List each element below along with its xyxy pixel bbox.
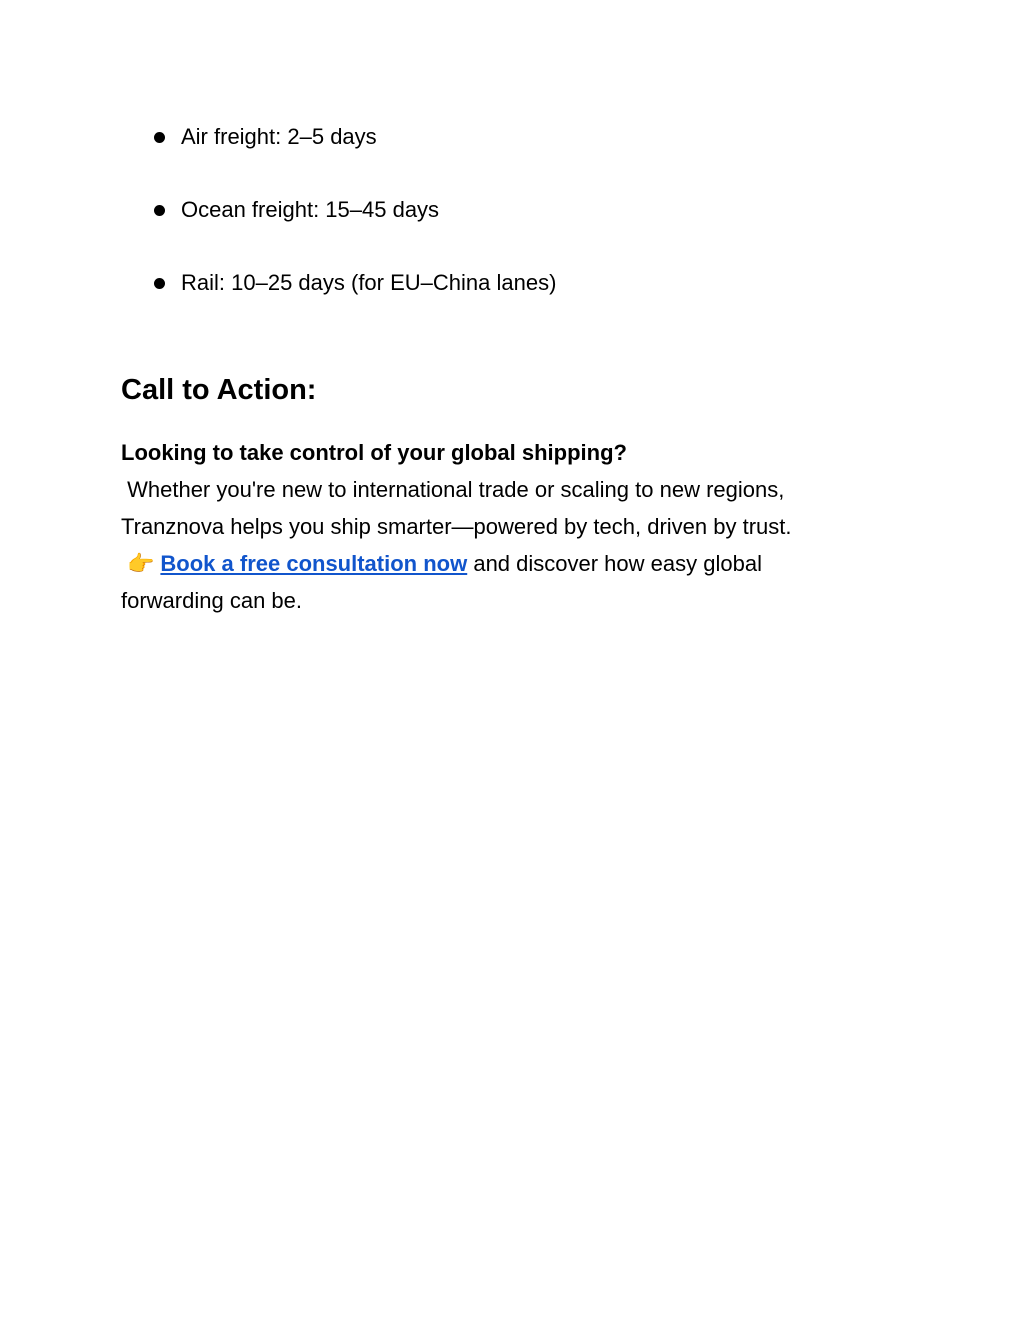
cta-question: Looking to take control of your global shipping? <box>121 440 627 465</box>
bullet-icon <box>154 278 165 289</box>
cta-line-2: Tranznova helps you ship smarter—powered by tech, driven by trust. <box>121 514 792 539</box>
bullet-icon <box>154 132 165 143</box>
list-item <box>150 118 556 156</box>
cta-line-3 <box>121 545 901 582</box>
transit-times-list <box>150 118 556 337</box>
list-item-text: Ocean freight: 15–45 days <box>181 197 440 222</box>
list-item <box>150 264 556 302</box>
cta-paragraph <box>121 434 901 619</box>
cta-line-4: forwarding can be. <box>121 588 302 613</box>
list-item <box>150 191 556 229</box>
book-consultation-link[interactable]: Book a free consultation now <box>160 551 468 576</box>
list-item-text: Air freight: 2–5 days <box>181 124 377 149</box>
cta-after-link: and discover how easy global <box>467 551 762 576</box>
list-item-text: Rail: 10–25 days (for EU–China lanes) <box>181 270 557 295</box>
cta-heading: Call to Action: <box>121 374 317 406</box>
bullet-icon <box>154 205 165 216</box>
cta-line-1: Whether you're new to international trade or scaling to new regions, <box>121 477 785 502</box>
pointing-hand-icon: 👉 <box>127 551 155 576</box>
